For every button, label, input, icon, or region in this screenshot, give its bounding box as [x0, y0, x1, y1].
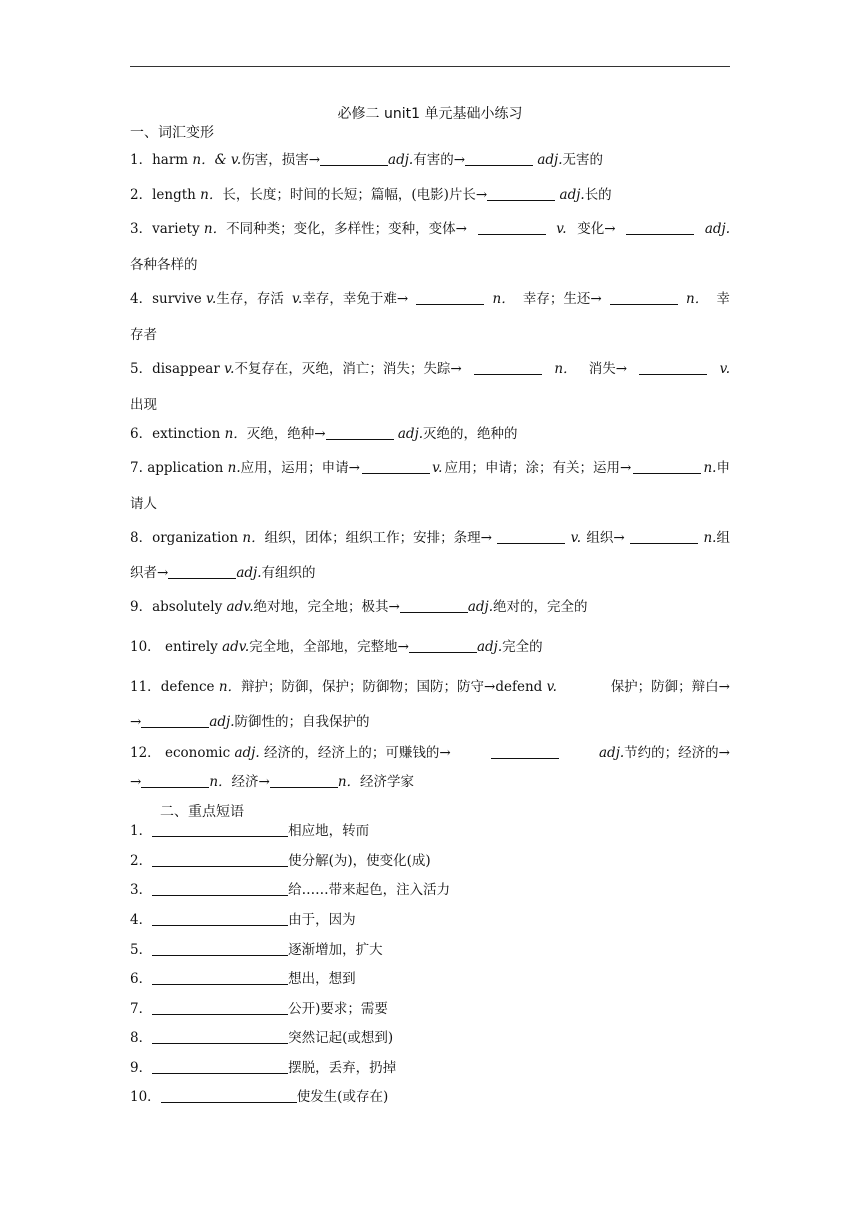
answer-blank[interactable]	[152, 999, 288, 1015]
phrase-item-7: 7． 公开)要求；需要	[130, 1001, 388, 1017]
answer-blank[interactable]	[168, 563, 236, 579]
vocab-item-8: 8．organization n．组织，团体；组织工作；安排；条理→ v. 组织→ n.组	[130, 530, 730, 546]
answer-blank[interactable]	[633, 458, 701, 474]
answer-blank[interactable]	[152, 1058, 288, 1074]
answer-blank[interactable]	[400, 597, 468, 613]
vocab-item-11: 11．defence n．辩护；防御，保护；防御物；国防；防守→defend v. 保护；防御；辩白→	[130, 679, 730, 695]
answer-blank[interactable]	[465, 150, 533, 166]
answer-blank[interactable]	[487, 185, 555, 201]
phrase-item-1: 1． 相应地，转而	[130, 823, 370, 839]
answer-blank[interactable]	[639, 359, 707, 375]
vocab-item-7: 7. application n.应用，运用；申请→ v. 应用；申请；涂；有关；运用→ n.申	[130, 460, 730, 476]
answer-blank[interactable]	[152, 969, 288, 985]
vocab-item-10: 10． entirely adv.完全地，全部地，完整地→ adj.完全的	[130, 639, 543, 655]
answer-blank[interactable]	[326, 424, 394, 440]
phrase-item-10: 10． 使发生(或存在)	[130, 1089, 389, 1105]
answer-blank[interactable]	[270, 772, 338, 788]
vocab-item-2: 2．length n．长，长度；时间的长短；篇幅，(电影)片长→ adj.长的	[130, 187, 612, 203]
answer-blank[interactable]	[152, 880, 288, 896]
answer-blank[interactable]	[152, 1028, 288, 1044]
vocab-item-4: 4．survive v.生存，存活 v.幸存，幸免于难→ n． 幸存；生还→ n． 幸	[130, 291, 730, 307]
vocab-item-1: 1．harm n．& v.伤害，损害→ adj.有害的→ adj.无害的	[130, 152, 603, 168]
answer-blank[interactable]	[320, 150, 388, 166]
answer-blank[interactable]	[362, 458, 430, 474]
answer-blank[interactable]	[610, 289, 678, 305]
vocab-item-3-cont: 各种各样的	[130, 257, 198, 273]
answer-blank[interactable]	[630, 528, 698, 544]
vocab-item-8-cont: 织者→ adj.有组织的	[130, 565, 316, 581]
phrase-item-9: 9． 摆脱，丢弃，扔掉	[130, 1060, 397, 1076]
phrases-section-heading: 二、重点短语	[160, 804, 244, 820]
vocab-item-11-cont: → adj.防御性的；自我保护的	[130, 714, 370, 730]
phrase-item-4: 4． 由于，因为	[130, 912, 356, 928]
answer-blank[interactable]	[152, 910, 288, 926]
vocab-item-12: 12． economic adj. 经济的，经济上的；可赚钱的→ adj.节约的；经济的→	[130, 745, 730, 761]
vocab-item-3: 3．variety n．不同种类；变化，多样性；变种，变体→ v. 变化→ adj.	[130, 221, 730, 237]
vocab-item-9: 9．absolutely adv.绝对地，完全地；极其→ adj.绝对的，完全的	[130, 599, 588, 615]
vocab-item-4-cont: 存者	[130, 327, 157, 343]
answer-blank[interactable]	[152, 851, 288, 867]
header-rule	[130, 66, 730, 67]
vocab-item-12-cont: → n．经济→ n．经济学家	[130, 774, 415, 790]
vocab-section-heading: 一、词汇变形	[130, 125, 214, 141]
page-title: 必修二 unit1 单元基础小练习	[337, 106, 523, 122]
answer-blank[interactable]	[152, 821, 288, 837]
answer-blank[interactable]	[478, 219, 546, 235]
answer-blank[interactable]	[497, 528, 565, 544]
phrase-item-8: 8． 突然记起(或想到)	[130, 1030, 394, 1046]
phrase-item-6: 6． 想出，想到	[130, 971, 356, 987]
vocab-item-5-cont: 出现	[130, 397, 157, 413]
answer-blank[interactable]	[152, 940, 288, 956]
vocab-item-7-cont: 请人	[130, 496, 157, 512]
answer-blank[interactable]	[474, 359, 542, 375]
answer-blank[interactable]	[409, 637, 477, 653]
phrase-item-2: 2． 使分解(为)，使变化(成)	[130, 853, 431, 869]
vocab-item-5: 5．disappear v.不复存在，灭绝，消亡；消失；失踪→ n． 消失→ v.	[130, 361, 730, 377]
answer-blank[interactable]	[141, 772, 209, 788]
answer-blank[interactable]	[491, 743, 559, 759]
answer-blank[interactable]	[416, 289, 484, 305]
phrase-item-5: 5． 逐渐增加，扩大	[130, 942, 383, 958]
answer-blank[interactable]	[161, 1087, 297, 1103]
vocab-item-6: 6．extinction n．灭绝，绝种→ adj.灭绝的，绝种的	[130, 426, 518, 442]
answer-blank[interactable]	[141, 712, 209, 728]
answer-blank[interactable]	[626, 219, 694, 235]
phrase-item-3: 3． 给……带来起色，注入活力	[130, 882, 451, 898]
